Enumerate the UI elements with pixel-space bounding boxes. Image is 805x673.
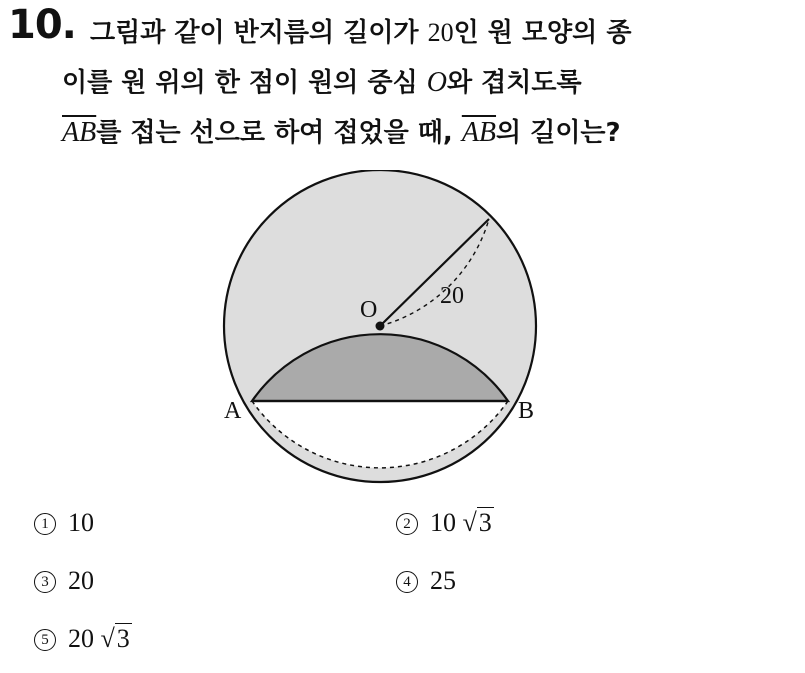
label-o: O xyxy=(360,297,378,323)
choice-marker: 2 xyxy=(396,513,418,535)
folded-away-region xyxy=(252,401,508,468)
choice-4[interactable] xyxy=(396,566,456,596)
choice-2[interactable] xyxy=(396,508,494,538)
sqrt-icon: √ xyxy=(100,624,115,653)
question-line-1 xyxy=(90,12,631,49)
choice-5[interactable] xyxy=(34,624,132,654)
choice-value: 20 xyxy=(68,624,94,653)
segment-ab-label-2: $\overline{AB}$ xyxy=(461,117,497,148)
choice-marker: 1 xyxy=(34,513,56,535)
radius-value-text: 20 xyxy=(427,18,454,47)
choice-marker: 4 xyxy=(396,571,418,593)
label-a: A xyxy=(224,398,242,424)
label-radius: 20 xyxy=(440,283,464,309)
choice-value: 10 xyxy=(68,508,94,537)
question-line-3 xyxy=(62,112,621,149)
question-text-1b: 인 원 모양의 종 xyxy=(453,18,632,48)
question-text-3b: 의 길이는? xyxy=(496,118,621,148)
choice-value: 25 xyxy=(430,566,456,595)
question-text-2b: 와 겹치도록 xyxy=(447,68,582,98)
question-line-2 xyxy=(62,62,582,99)
question-number: 10. xyxy=(8,2,76,48)
question-text-2a: 이를 원 위의 한 점이 원의 중심 xyxy=(62,68,427,98)
choice-marker: 5 xyxy=(34,629,56,651)
choice-1[interactable] xyxy=(34,508,94,538)
center-variable: O xyxy=(426,67,447,98)
question-text-3a: 를 접는 선으로 하여 접었을 때, xyxy=(96,118,462,148)
choice-value: 20 xyxy=(68,566,94,595)
radicand: 3 xyxy=(478,508,492,537)
segment-ab-label: $\overline{AB}$ xyxy=(62,117,97,148)
sqrt-icon: √ xyxy=(462,508,477,537)
radicand: 3 xyxy=(116,624,130,653)
choice-marker: 3 xyxy=(34,571,56,593)
label-b: B xyxy=(518,398,535,424)
question-text-1a: 그림과 같이 반지름의 길이가 xyxy=(90,18,428,48)
choice-value: 10 xyxy=(430,508,456,537)
choice-3[interactable] xyxy=(34,566,94,596)
folded-circle-figure xyxy=(200,170,560,490)
